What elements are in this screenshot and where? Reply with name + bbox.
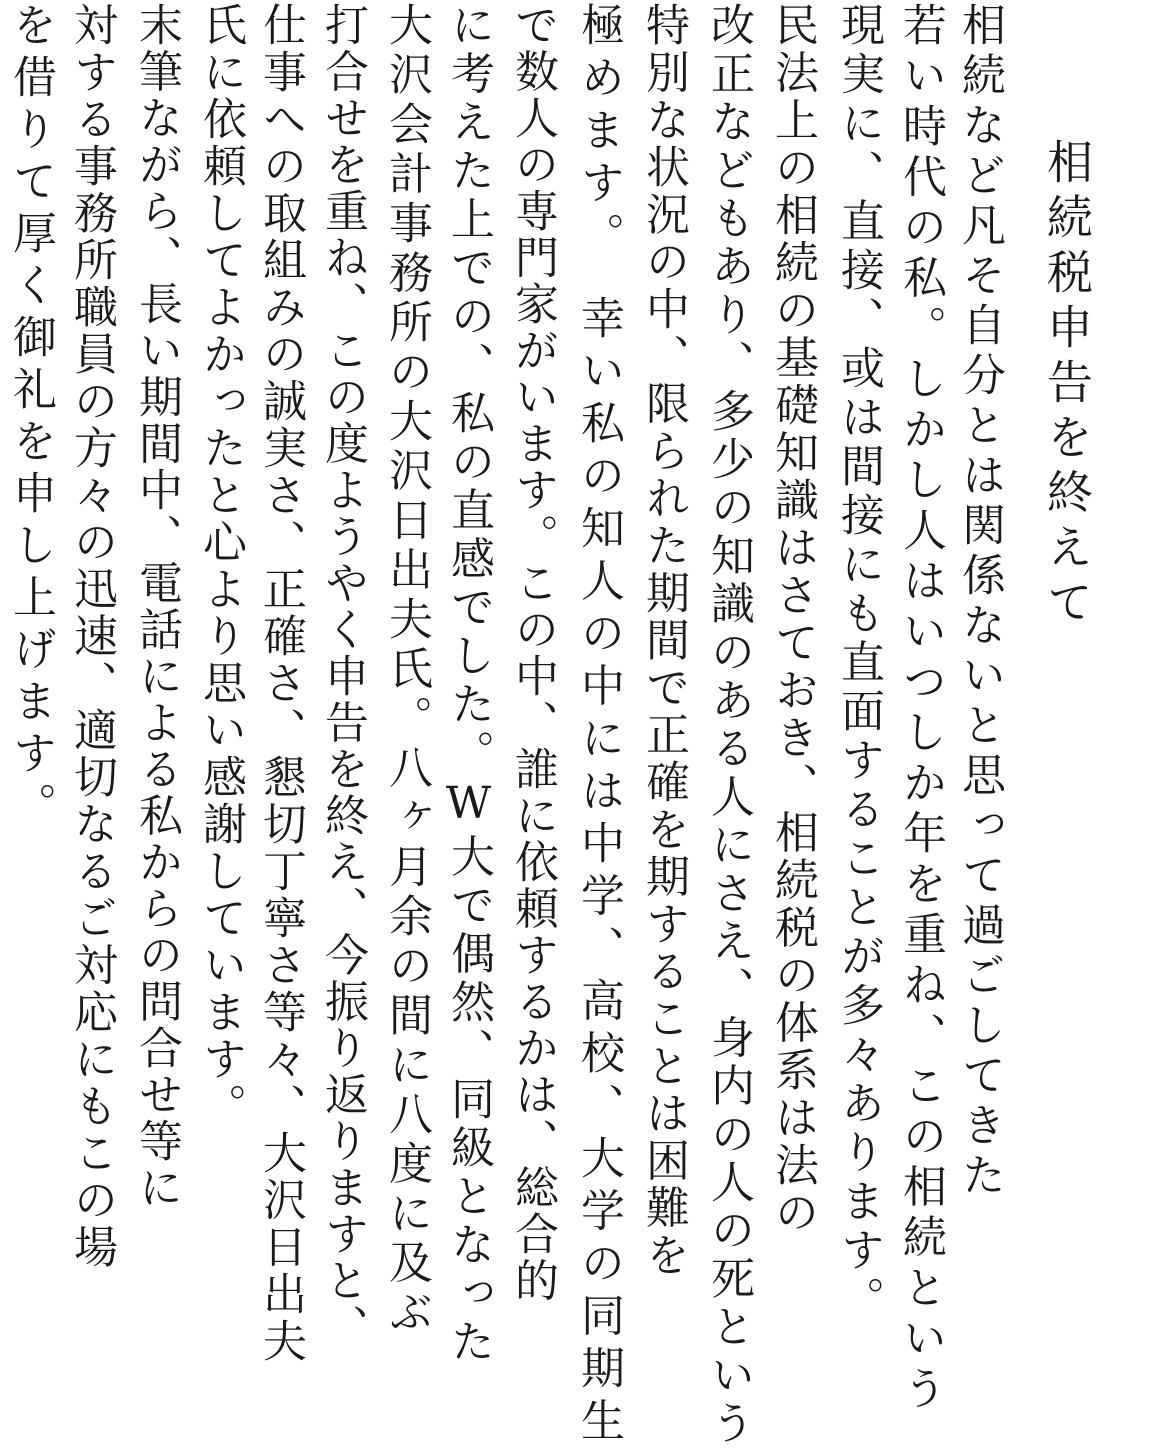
body-line-12: 仕事への取組みの誠実さ、正確さ、懇切丁寧さ等々、大沢日出夫 (255, 2, 306, 1365)
body-line-11: 打合せを重ね、この度ようやく申告を終え、今振り返りますと、 (317, 2, 368, 1351)
body-line-14: 末筆ながら、長い期間中、電話による私からの問合せ等に (131, 2, 182, 1211)
body-line-2: 若い時代の私。しかし人はいつしか年を重ね、この相続という (895, 2, 946, 1416)
body-line-3: 現実に、直接、或は間接にも直面することが多々あります。 (833, 2, 884, 1325)
letter-title: 相続税申告を終えて (1040, 138, 1094, 633)
body-line-16: を借りて厚く御礼を申し上げます。 (5, 2, 56, 834)
body-line-8: で数人の専門家がいます。この中、誰に依頼するかは、総合的 (507, 2, 558, 1304)
body-line-7: 極めます。 幸い私の知人の中には中学、高校、大学の同期生 (573, 2, 624, 1450)
body-line-4: 民法上の相続の基礎知識はさておき、相続税の体系は法の (767, 2, 818, 1237)
body-line-6: 特別な状況の中、限られた期間で正確を期することは困難を (638, 2, 689, 1280)
body-line-13: 氏に依頼してよかったと心より思い感謝しています。 (195, 2, 246, 1130)
body-line-1: 相続など凡そ自分とは関係ないと思って過ごしてきた (954, 2, 1005, 1202)
body-line-5: 改正などもあり、多少の知識のある人にさえ、身内の人の死という (703, 2, 754, 1448)
body-line-15: 対する事務所職員の方々の迅速、適切なるご対応にもこの場 (66, 2, 117, 1271)
body-line-10: 大沢会計事務所の大沢日出夫氏。八ヶ月余の間に八度に及ぶ (381, 2, 432, 1339)
body-line-9: に考えた上での、私の直感でした。W大で偶然、同級となった (443, 2, 494, 1367)
